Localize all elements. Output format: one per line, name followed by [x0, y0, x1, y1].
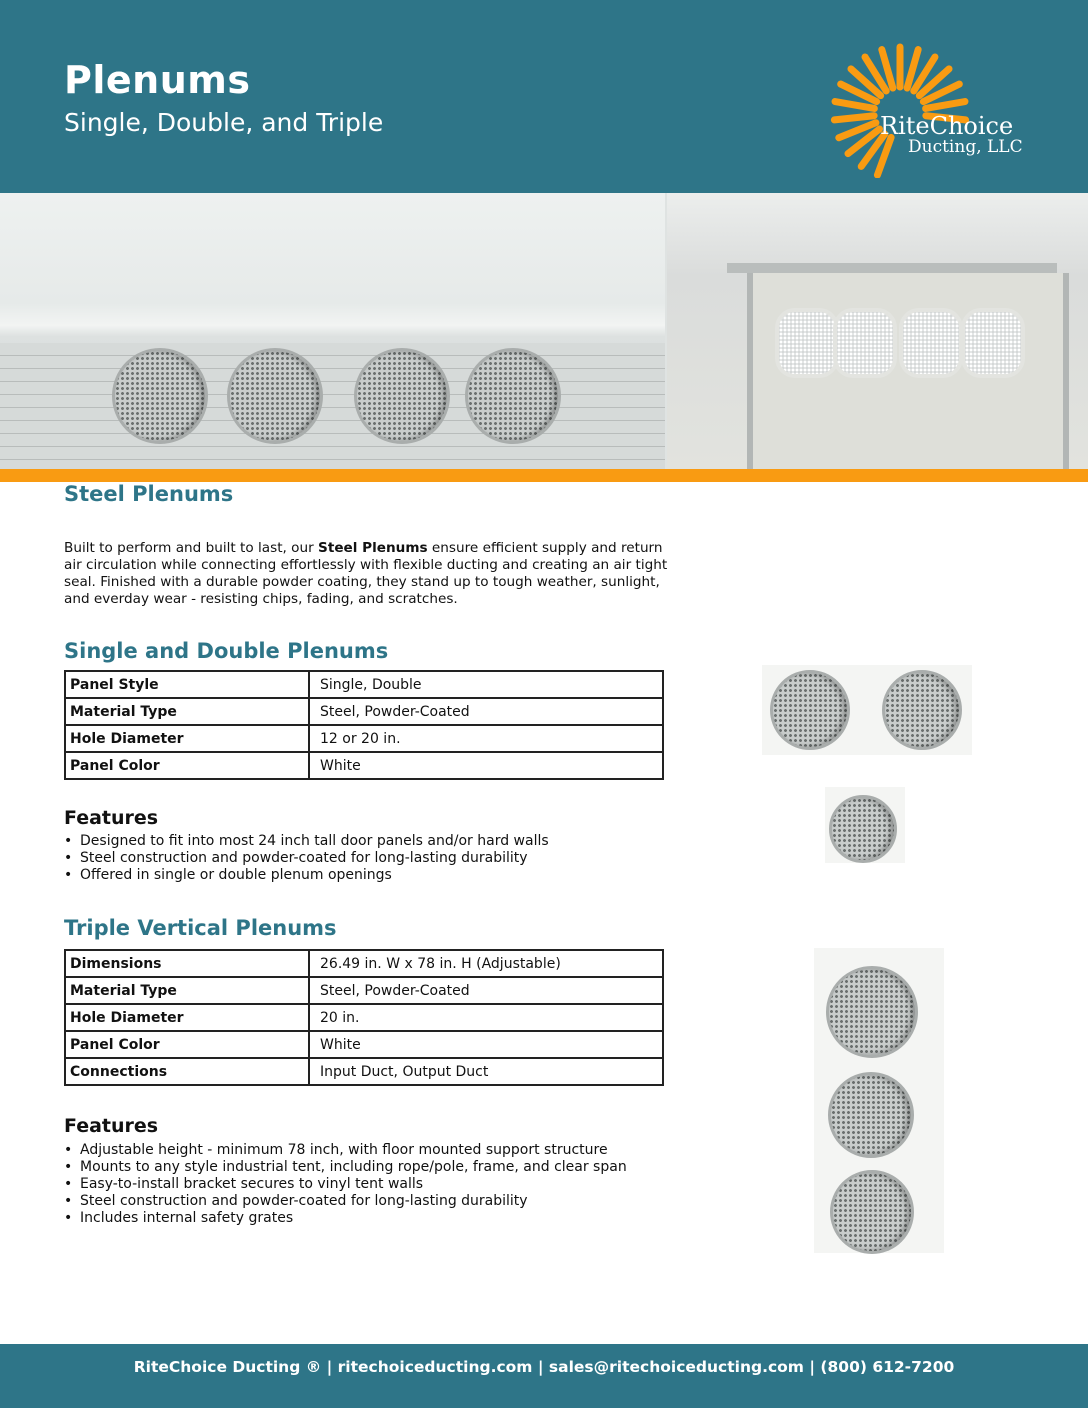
round-vent — [829, 795, 897, 863]
triple-plenum-image — [814, 948, 944, 1253]
spec-value: Steel, Powder-Coated — [309, 977, 663, 1004]
square-vent — [961, 308, 1025, 378]
spec-key: Hole Diameter — [65, 725, 309, 752]
square-vent — [775, 308, 839, 378]
spec-value: 12 or 20 in. — [309, 725, 663, 752]
spec-value: Steel, Powder-Coated — [309, 698, 663, 725]
single-plenum-image — [825, 787, 905, 863]
square-vent — [899, 308, 963, 378]
spec-row — [65, 1058, 663, 1085]
page-title: Plenums — [64, 58, 251, 102]
triple-spec-table — [64, 949, 664, 1086]
spec-row — [65, 1031, 663, 1058]
feature-item: • Easy-to-install bracket secures to vinyl tent walls — [64, 1176, 627, 1193]
spec-key: Material Type — [65, 977, 309, 1004]
spec-key: Panel Color — [65, 1031, 309, 1058]
wall-panels — [0, 343, 665, 469]
triple-features — [64, 1142, 627, 1227]
round-vent — [830, 1170, 914, 1254]
accent-divider — [0, 469, 1088, 482]
spec-row — [65, 671, 663, 698]
spec-row — [65, 752, 663, 779]
feature-item: • Adjustable height - minimum 78 inch, with floor mounted support structure — [64, 1142, 627, 1159]
footer-contact: RiteChoice Ducting ® | ritechoiceducting.com | sales@ritechoiceducting.com | (800) 612-7200 — [133, 1358, 955, 1376]
feature-item: • Mounts to any style industrial tent, including rope/pole, frame, and clear span — [64, 1159, 627, 1176]
section-heading-triple: Triple Vertical Plenums — [64, 916, 337, 940]
single-double-spec-table — [64, 670, 664, 780]
spec-key: Panel Color — [65, 752, 309, 779]
round-vent — [465, 348, 561, 444]
section-heading-steel-plenums: Steel Plenums — [64, 482, 234, 506]
round-vent — [882, 670, 962, 750]
round-vent — [826, 966, 918, 1058]
double-plenum-image — [762, 665, 972, 755]
intro-bold: Steel Plenums — [318, 540, 428, 556]
feature-item: • Steel construction and powder-coated for long-lasting durability — [64, 1193, 627, 1210]
spec-key: Panel Style — [65, 671, 309, 698]
intro-text: Built to perform and built to last, our — [64, 540, 319, 556]
feature-item: • Steel construction and powder-coated for long-lasting durability — [64, 850, 549, 867]
spec-key: Connections — [65, 1058, 309, 1085]
intro-paragraph — [64, 540, 674, 608]
round-vent — [354, 348, 450, 444]
logo-name: RiteChoice — [880, 112, 1014, 140]
section-heading-single-double: Single and Double Plenums — [64, 639, 389, 663]
round-vent — [227, 348, 323, 444]
tent-door-plenum-photo — [667, 193, 1088, 469]
spec-value: 26.49 in. W x 78 in. H (Adjustable) — [309, 950, 663, 977]
spec-row — [65, 698, 663, 725]
footer-bar — [0, 1344, 1088, 1408]
logo-ray — [834, 116, 874, 120]
spec-key: Material Type — [65, 698, 309, 725]
logo-ray — [835, 102, 874, 109]
page-subtitle: Single, Double, and Triple — [64, 108, 384, 137]
logo-subname: Ducting, LLC — [908, 137, 1023, 157]
feature-item: • Designed to fit into most 24 inch tall door panels and/or hard walls — [64, 833, 549, 850]
spec-value: White — [309, 752, 663, 779]
frame-beam — [727, 263, 1057, 273]
feature-item: • Includes internal safety grates — [64, 1210, 627, 1227]
single-double-features — [64, 833, 549, 884]
spec-value: Input Duct, Output Duct — [309, 1058, 663, 1085]
spec-key: Dimensions — [65, 950, 309, 977]
round-vent — [828, 1072, 914, 1158]
spec-value: 20 in. — [309, 1004, 663, 1031]
tent-wall-plenum-photo — [0, 193, 665, 469]
round-vent — [770, 670, 850, 750]
spec-value: Single, Double — [309, 671, 663, 698]
square-vent — [833, 308, 897, 378]
hero-photos — [0, 193, 1088, 469]
feature-item: • Offered in single or double plenum openings — [64, 867, 549, 884]
features-heading: Features — [64, 807, 159, 829]
round-vent — [112, 348, 208, 444]
spec-key: Hole Diameter — [65, 1004, 309, 1031]
spec-value: White — [309, 1031, 663, 1058]
spec-row — [65, 977, 663, 1004]
features-heading: Features — [64, 1115, 159, 1137]
logo-ray — [926, 102, 965, 109]
spec-row — [65, 1004, 663, 1031]
spec-row — [65, 725, 663, 752]
intro-text-rest: ensure efficient supply and return air circulation while connecting effortlessly with flexible ducting and creating an air tight seal. Finished with a durable powder coating, they stand up to tough weather, sunlight, and everday wear - resisting chips, fading, and scratches. — [64, 540, 668, 607]
sunburst-logo-icon — [812, 38, 1042, 178]
spec-row — [65, 950, 663, 977]
header-banner — [0, 0, 1088, 193]
